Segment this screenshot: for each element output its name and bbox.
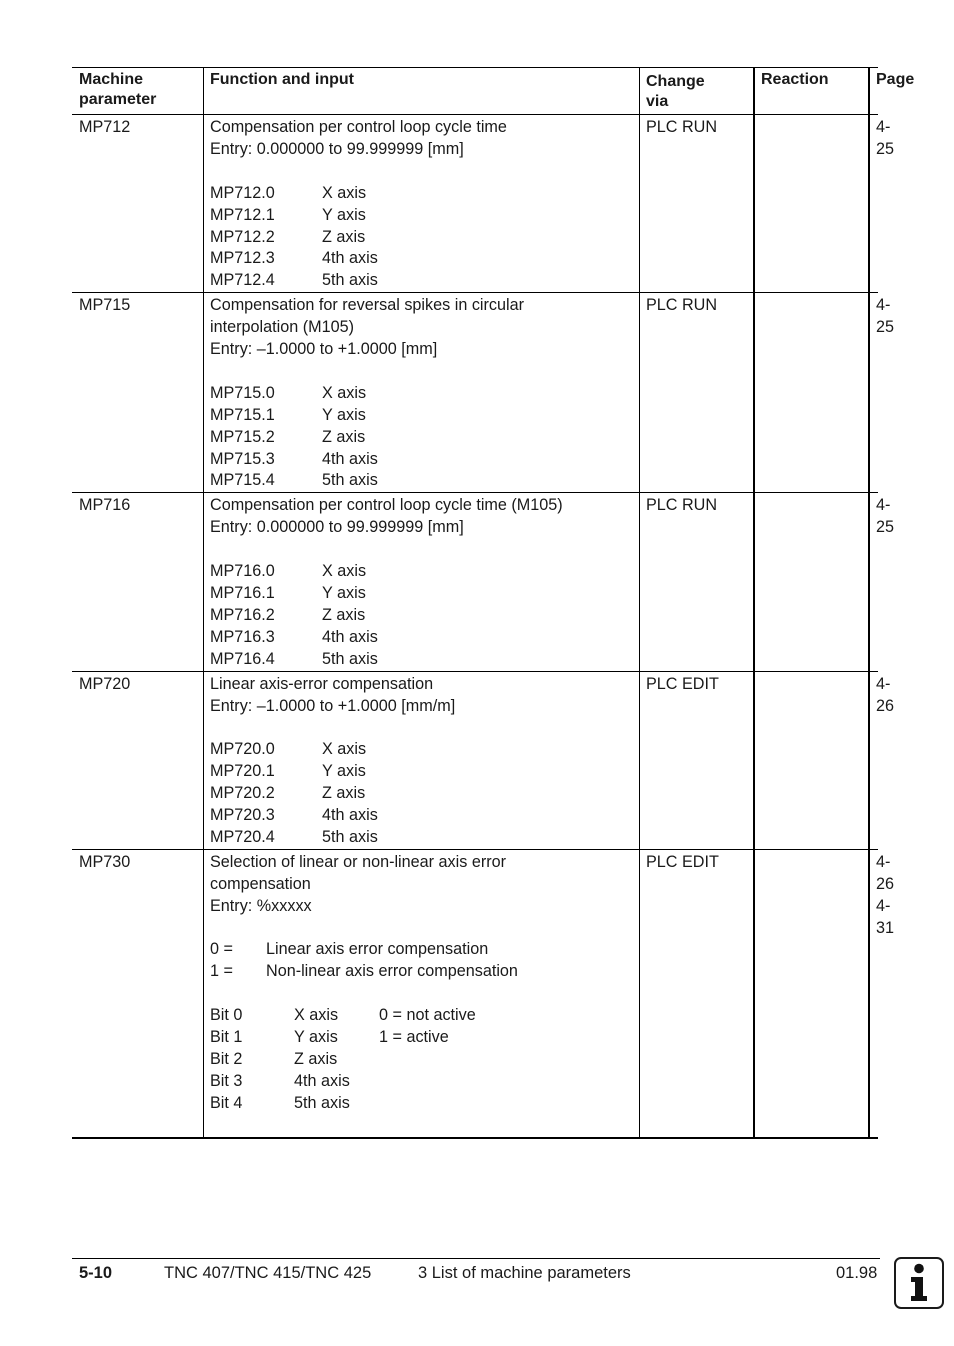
change-via: PLC RUN — [640, 293, 755, 493]
page-ref: 4-25 — [869, 293, 878, 493]
change-via: PLC EDIT — [640, 671, 755, 849]
reaction — [754, 671, 869, 849]
change-via: PLC EDIT — [640, 849, 755, 1137]
machine-parameter-table — [72, 67, 915, 1139]
reaction — [754, 493, 869, 671]
sub-parameter: MP712.1 Y axis — [210, 205, 366, 224]
reaction — [754, 115, 869, 293]
sub-parameter: MP712.3 4th axis — [210, 249, 378, 268]
header-page: Page — [869, 68, 878, 115]
header-function-and-input: Function and input — [204, 68, 640, 115]
sub-parameter: MP720.4 5th axis — [210, 827, 378, 846]
sub-parameter: MP712.0 X axis — [210, 183, 367, 202]
sub-parameter: MP715.2 Z axis — [210, 427, 366, 446]
info-icon — [894, 1257, 944, 1309]
change-via: PLC RUN — [640, 493, 755, 671]
sub-parameter: MP712.4 5th axis — [210, 271, 378, 290]
param-id: MP720 — [79, 674, 131, 693]
footer-page-number: 5-10 — [79, 1264, 113, 1282]
sub-parameter: MP715.3 4th axis — [210, 449, 378, 468]
table-row — [72, 115, 878, 293]
header-reaction: Reaction — [754, 68, 869, 115]
sub-parameter: MP720.2 Z axis — [210, 784, 366, 803]
sub-parameter: MP716.3 4th axis — [210, 627, 378, 646]
reaction — [754, 849, 869, 1137]
table-header-row — [72, 68, 878, 115]
page-ref: 4-25 — [869, 115, 878, 293]
header-machine-parameter: Machine parameter — [79, 71, 157, 108]
param-id: MP730 — [79, 852, 131, 871]
footer-section: 3 List of machine parameters — [418, 1264, 631, 1282]
bit-line: Bit 3 4th axis — [210, 1071, 350, 1090]
footer-rule — [72, 1258, 880, 1259]
table-row — [72, 849, 878, 1137]
sub-parameter: MP720.3 4th axis — [210, 806, 378, 825]
param-id: MP712 — [79, 118, 131, 136]
page-ref: 4-26 4-31 — [869, 849, 878, 1137]
change-via: PLC RUN — [640, 115, 755, 293]
function-description: Compensation per control loop cycle time Entry: 0.000000 to 99.999999 [mm] MP712.0 X axis MP712.1 Y axis MP712.2 Z axis MP712.3 4th axis MP712.4 5th axis — [204, 115, 640, 293]
sub-parameter: MP720.1 Y axis — [210, 762, 366, 781]
function-description: Compensation for reversal spikes in circular interpolation (M105) Entry: –1.0000 to +1.0000 [mm] MP715.0 X axis MP715.1 Y axis MP715.2 Z axis MP715.3 4th axis MP715.4 5th axis — [204, 293, 640, 493]
param-id: MP716 — [79, 496, 131, 515]
table-row — [72, 293, 878, 493]
sub-parameter: MP716.2 Z axis — [210, 605, 366, 624]
param-id: MP715 — [79, 296, 131, 315]
sub-parameter: MP715.1 Y axis — [210, 405, 366, 424]
bit-line: Bit 0 X axis 0 = not active — [210, 1006, 476, 1025]
function-description: Compensation per control loop cycle time (M105) Entry: 0.000000 to 99.999999 [mm] MP716.0 X axis MP716.1 Y axis MP716.2 Z axis MP716.3 4th axis MP716.4 5th axis — [204, 493, 640, 671]
table-row — [72, 671, 878, 849]
footer-date: 01.98 — [836, 1264, 878, 1282]
sub-parameter: MP716.1 Y axis — [210, 583, 366, 602]
bit-line: Bit 2 Z axis — [210, 1049, 338, 1068]
footer-model: TNC 407/TNC 415/TNC 425 — [164, 1264, 372, 1282]
option-line: 0 = Linear axis error compensation — [210, 940, 489, 959]
option-line: 1 = Non-linear axis error compensation — [210, 962, 518, 981]
bit-line: Bit 4 5th axis — [210, 1093, 350, 1112]
table-row — [72, 493, 878, 671]
bit-line: Bit 1 Y axis 1 = active — [210, 1028, 449, 1047]
page-ref: 4-26 — [869, 671, 878, 849]
sub-parameter: MP720.0 X axis — [210, 740, 367, 759]
reaction — [754, 293, 869, 493]
header-change-via: Change via — [640, 68, 755, 115]
sub-parameter: MP716.4 5th axis — [210, 649, 378, 668]
function-description: Selection of linear or non-linear axis error compensation Entry: %xxxxx 0 = Linear axis error compensation 1 = Non-linear axis error compensation Bit 0 X axis 0 = not active Bit 1 Y axis 1 = active Bit 2 Z axis Bit 3 4th axis Bit 4 5th axis — [204, 849, 640, 1137]
function-description: Linear axis-error compensation Entry: –1.0000 to +1.0000 [mm/m] MP720.0 X axis MP720.1 Y axis MP720.2 Z axis MP720.3 4th axis MP720.4 5th axis — [204, 671, 640, 849]
sub-parameter: MP716.0 X axis — [210, 562, 367, 581]
sub-parameter: MP715.0 X axis — [210, 383, 367, 402]
sub-parameter: MP712.2 Z axis — [210, 227, 366, 246]
page-ref: 4-25 — [869, 493, 878, 671]
sub-parameter: MP715.4 5th axis — [210, 471, 378, 490]
